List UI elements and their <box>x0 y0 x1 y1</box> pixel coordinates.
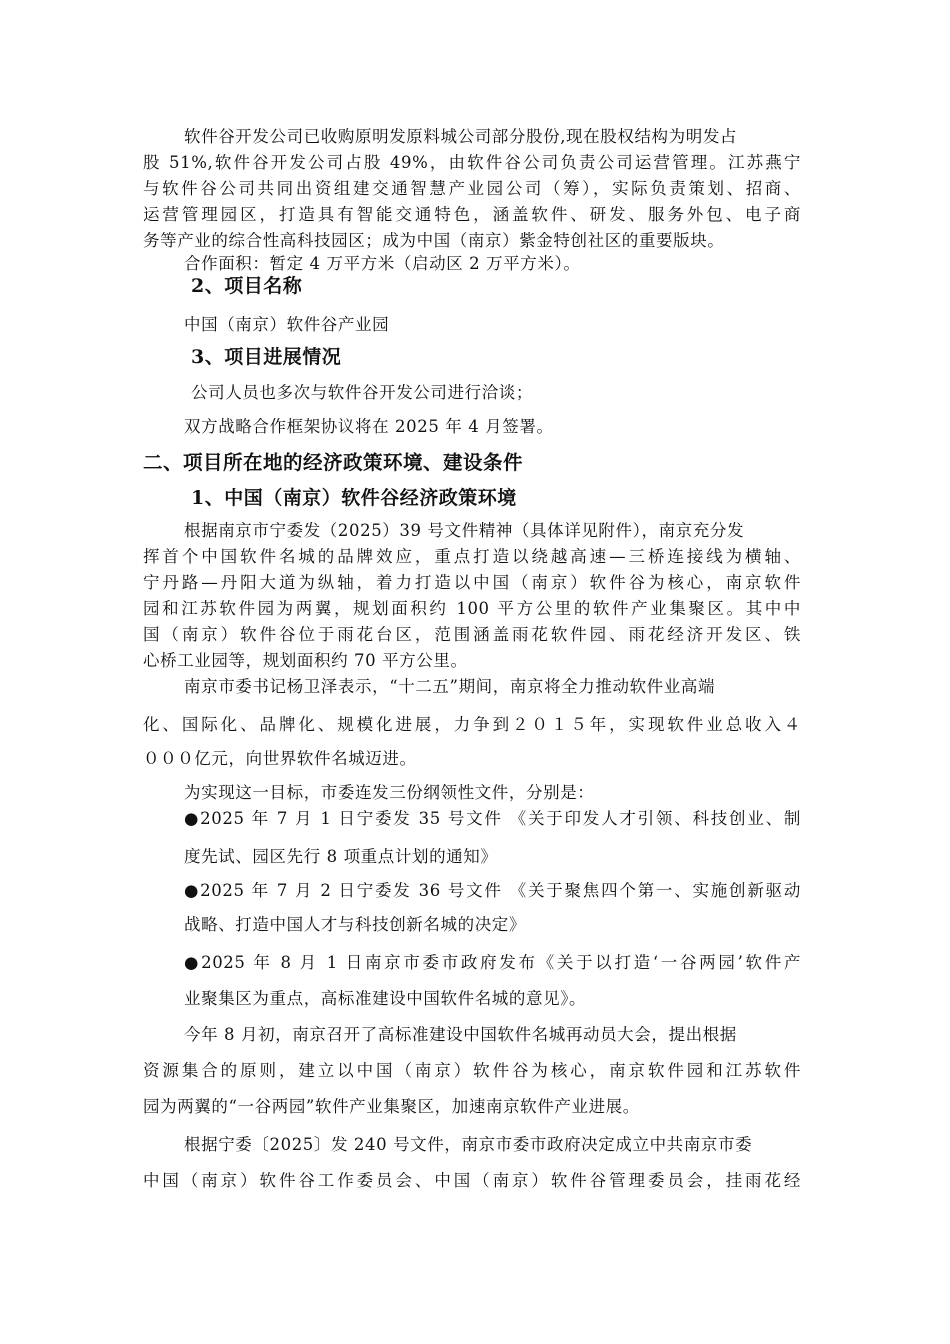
paragraph-line: 南京市委书记杨卫泽表示，“十二五”期间，南京将全力推动软件业高端 <box>184 677 716 696</box>
paragraph-line: ０００亿元，向世界软件名城迈进。 <box>143 749 417 768</box>
section-heading: 2、项目名称 <box>191 275 303 297</box>
paragraph-line: 根据宁委〔2025〕发 240 号文件，南京市委市政府决定成立中共南京市委 <box>184 1135 753 1154</box>
paragraph-line: 中国（南京）软件谷产业园 <box>184 315 390 334</box>
paragraph-line: 资源集合的原则，建立以中国（南京）软件谷为核心，南京软件园和江苏软件 <box>143 1061 801 1080</box>
paragraph-line: 合作面积：暂定 4 万平方米（启动区 2 万平方米）。 <box>184 254 581 273</box>
paragraph-line: 今年 8 月初，南京召开了高标准建设中国软件名城再动员大会，提出根据 <box>184 1025 737 1044</box>
paragraph-line: 股 51%,软件谷开发公司占股 49%，由软件谷公司负责公司运营管理。江苏燕宁 <box>143 153 801 172</box>
paragraph-line: 公司人员也多次与软件谷开发公司进行洽谈； <box>191 383 533 402</box>
paragraph-line: 运营管理园区，打造具有智能交通特色，涵盖软件、研发、服务外包、电子商 <box>143 205 801 224</box>
paragraph-line: 国（南京）软件谷位于雨花台区，范围涵盖雨花软件园、雨花经济开发区、铁 <box>143 625 801 644</box>
bullet-item-line: ●2025 年 7 月 2 日宁委发 36 号文件 《关于聚焦四个第一、实施创新驱动 <box>184 881 801 900</box>
paragraph-line: 双方战略合作框架协议将在 2025 年 4 月签署。 <box>184 417 554 436</box>
chapter-heading: 二、项目所在地的经济政策环境、建设条件 <box>143 451 524 474</box>
paragraph-line: 园和江苏软件园为两翼，规划面积约 100 平方公里的软件产业集聚区。其中中 <box>143 599 801 618</box>
paragraph-line: 务等产业的综合性高科技园区；成为中国（南京）紫金特创社区的重要版块。 <box>143 231 725 250</box>
paragraph-line: 宁丹路—丹阳大道为纵轴，着力打造以中国（南京）软件谷为核心，南京软件 <box>143 573 801 592</box>
paragraph-line: 软件谷开发公司已收购原明发原料城公司部分股份,现在股权结构为明发占 <box>184 127 738 146</box>
bullet-item-line: ●2025 年 8 月 1 日南京市委市政府发布《关于以打造‘一谷两园’软件产 <box>184 953 801 972</box>
section-heading: 1、中国（南京）软件谷经济政策环境 <box>191 487 517 509</box>
paragraph-line: 与软件谷公司共同出资组建交通智慧产业园公司（筹），实际负责策划、招商、 <box>143 179 801 198</box>
paragraph-line: 挥首个中国软件名城的品牌效应，重点打造以绕越高速—三桥连接线为横轴、 <box>143 547 801 566</box>
paragraph-line: 心桥工业园等，规划面积约 70 平方公里。 <box>143 651 468 670</box>
paragraph-line: 中国（南京）软件谷工作委员会、中国（南京）软件谷管理委员会，挂雨花经 <box>143 1171 801 1190</box>
bullet-item-line: 战略、打造中国人才与科技创新名城的决定》 <box>184 915 526 934</box>
bullet-item-line: 度先试、园区先行 8 项重点计划的通知》 <box>184 847 498 866</box>
paragraph-line: 园为两翼的“一谷两园”软件产业集聚区，加速南京软件产业进展。 <box>143 1097 640 1116</box>
bullet-item-line: 业聚集区为重点，高标准建设中国软件名城的意见》。 <box>184 989 587 1008</box>
paragraph-line: 为实现这一目标，市委连发三份纲领性文件，分别是： <box>184 783 595 802</box>
bullet-item-line: ●2025 年 7 月 1 日宁委发 35 号文件 《关于印发人才引领、科技创业、制 <box>184 809 801 828</box>
paragraph-line: 化、国际化、品牌化、规模化进展，力争到２０１５年，实现软件业总收入４ <box>143 715 801 734</box>
paragraph-line: 根据南京市宁委发（2025）39 号文件精神（具体详见附件），南京充分发 <box>184 521 745 540</box>
section-heading: 3、项目进展情况 <box>191 346 342 368</box>
